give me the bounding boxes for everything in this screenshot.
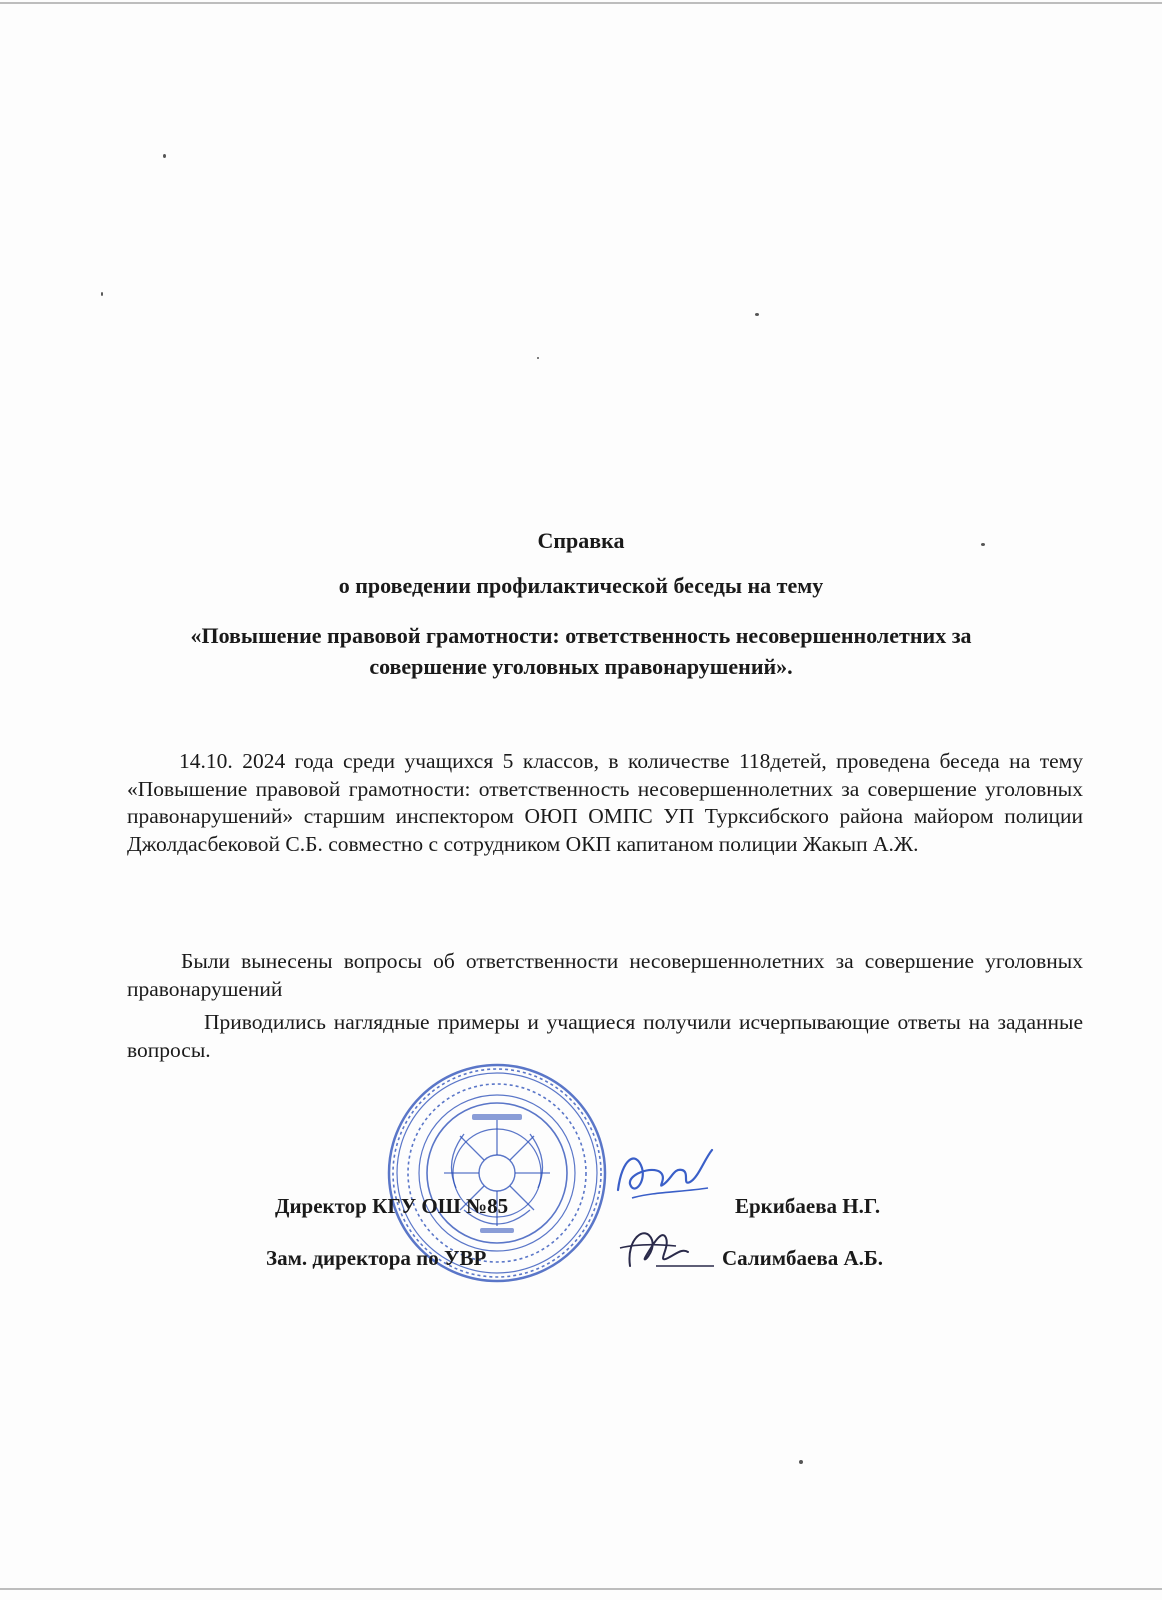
scan-speck xyxy=(799,1460,803,1464)
scan-top-edge xyxy=(0,2,1162,4)
scan-bottom-edge xyxy=(0,1588,1162,1590)
deputy-name: Салимбаева А.Б. xyxy=(722,1246,883,1270)
document-subtitle: о проведении профилактической беседы на тему xyxy=(338,573,824,598)
document-title: Справка xyxy=(537,528,625,553)
deputy-signature xyxy=(616,1218,716,1278)
topic-line-1: «Повышение правовой грамотности: ответственность несовершеннолетних за xyxy=(190,623,972,648)
paragraph-questions: Были вынесены вопросы об ответственности несовершеннолетних за совершение уголовных правонарушений xyxy=(127,949,1083,1001)
director-name: Еркибаева Н.Г. xyxy=(735,1194,881,1218)
paragraph-event-description: 14.10. 2024 года среди учащихся 5 классов, в количестве 118детей, проведена беседа на тему «Повышение правовой грамотности: ответственность несовершеннолетних за совершение уголовных правонарушений» старшим инспектором ОЮП ОМПС УП Турксибского района майором полиции Джолдасбековой С.Б. совместно с сотрудником ОКП капитаном полиции Жакып А.Ж. xyxy=(127,749,1083,856)
scan-speck xyxy=(101,292,103,296)
director-role: Директор КГУ ОШ №85 xyxy=(275,1194,509,1218)
deputy-role: Зам. директора по УВР xyxy=(266,1246,487,1270)
scan-speck xyxy=(537,357,539,359)
topic-line-2: совершение уголовных правонарушений». xyxy=(369,654,793,679)
scan-speck xyxy=(163,154,166,158)
director-signature xyxy=(612,1138,722,1208)
scan-speck xyxy=(981,543,985,546)
paragraph-examples: Приводились наглядные примеры и учащиеся получили исчерпывающие ответы на заданные вопросы. xyxy=(127,1010,1083,1062)
scan-speck xyxy=(755,313,759,316)
